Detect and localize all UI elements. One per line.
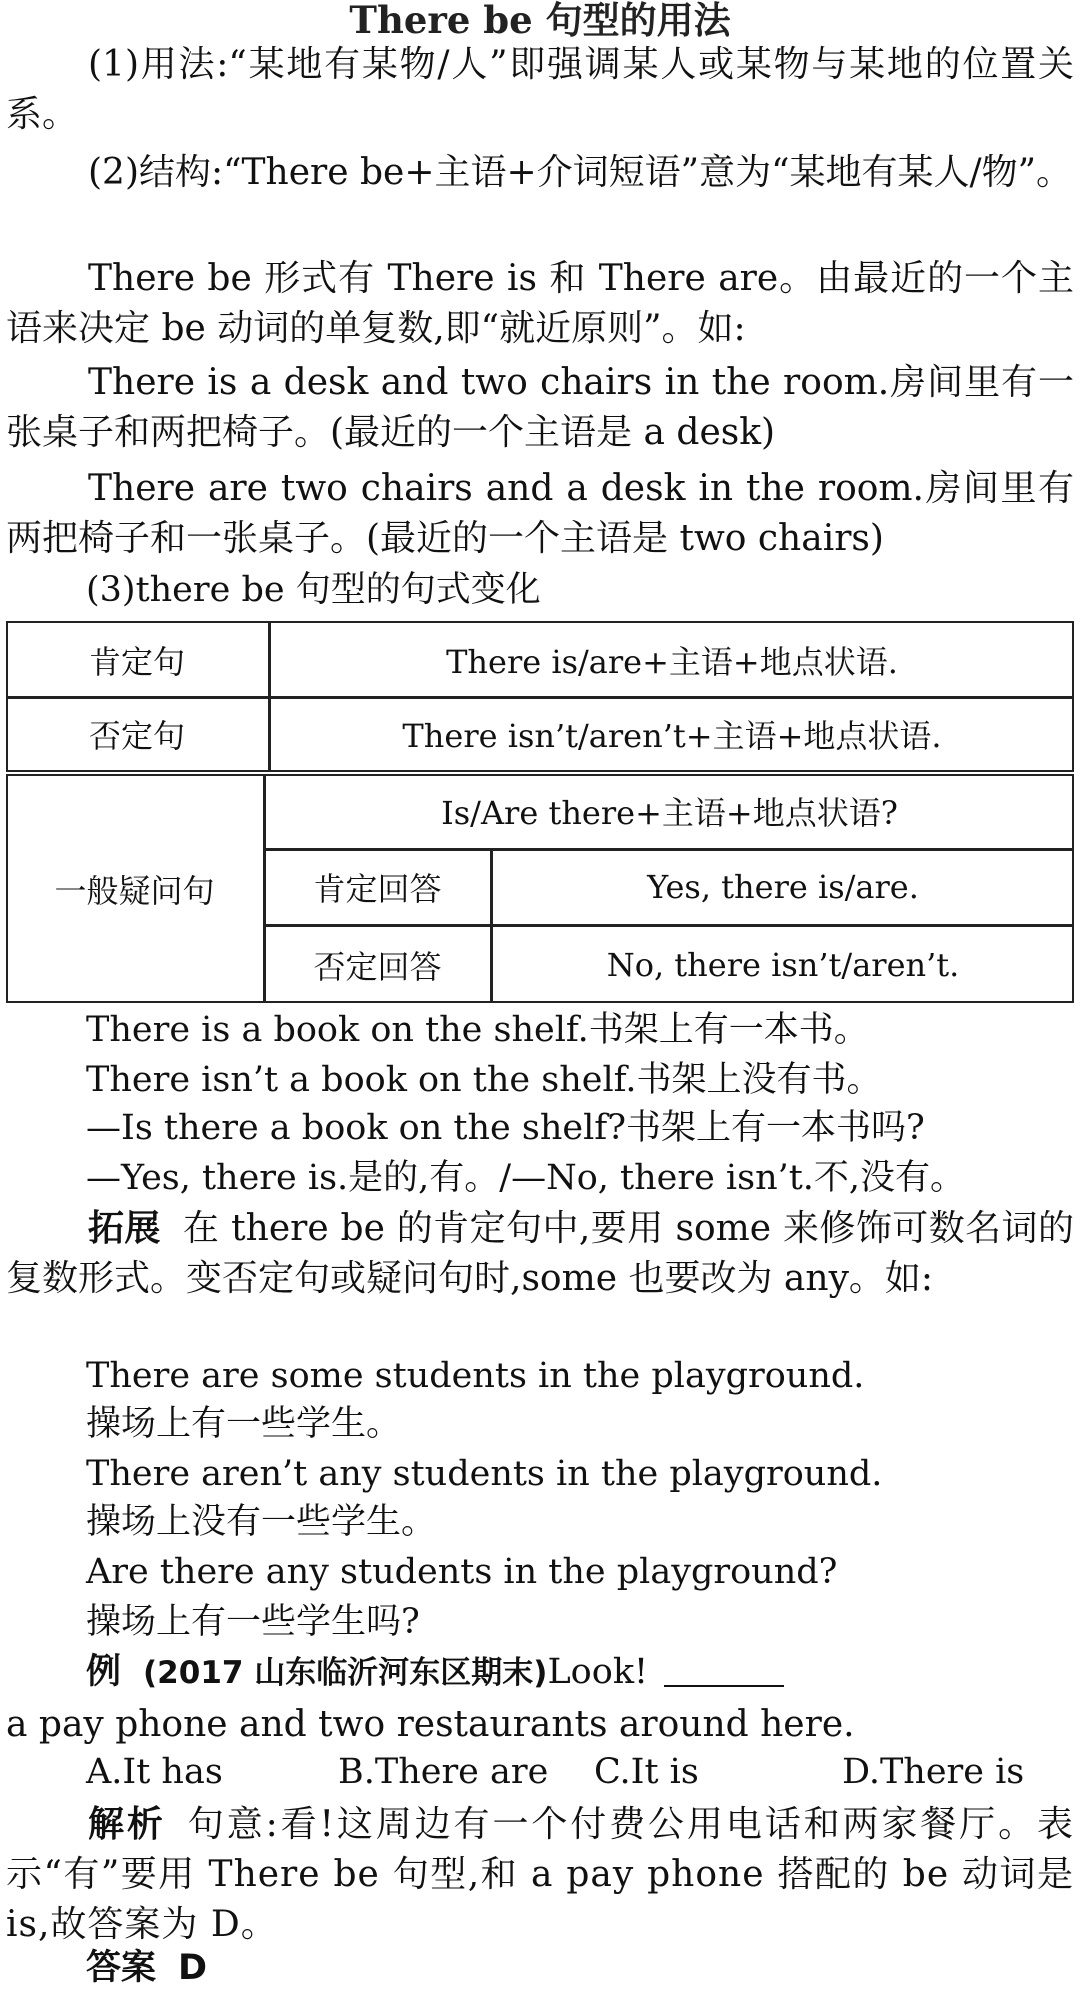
option-b: B.There are (338, 1752, 549, 1792)
analysis-label: 解析 (88, 1804, 166, 1845)
shelf-example-4: —Yes, there is.是的,有。/—No, there isn’t.不,没有。 (86, 1158, 966, 1198)
table-cell-no-form: No, there isn’t/aren’t. (606, 945, 960, 984)
exercise-options (86, 1752, 1066, 1802)
rule-paragraph: There be 形式有 There is 和 There are。由最近的一个主语来决定 be 动词的单复数,即“就近原则”。如: (6, 258, 1074, 349)
extension-example-5: Are there any students in the playground? (86, 1552, 838, 1592)
structure-paragraph: (2)结构:“There be+主语+介词短语”意为“某地有某人/物”。 (88, 152, 1073, 193)
extension-paragraph (6, 1204, 1074, 1304)
example-paragraph-1: There is a desk and two chairs in the room.房间里有一张桌子和两把椅子。(最近的一个主语是 a desk) (6, 362, 1074, 453)
sentence-variation-table (6, 621, 1074, 1003)
option-d: D.There is (842, 1752, 1025, 1792)
option-c: C.It is (594, 1752, 699, 1792)
exercise-continuation: a pay phone and two restaurants around here. (6, 1704, 855, 1745)
analysis-text: 句意:看!这周边有一个付费公用电话和两家餐厅。表示“有”要用 There be 句型,和 a pay phone 搭配的 be 动词是 is,故答案为 D。 (6, 1804, 1074, 1945)
table-cell-affirmative-label: 肯定句 (88, 643, 185, 681)
table-cell-affirmative-form: There is/are+主语+地点状语. (446, 643, 898, 681)
table-cell-negative-label: 否定句 (88, 717, 185, 755)
table-cell-no-label: 否定回答 (313, 947, 442, 986)
shelf-example-3: —Is there a book on the shelf?书架上有一本书吗? (86, 1108, 925, 1148)
table-cell-yes-form: Yes, there is/are. (647, 868, 919, 906)
answer-blank (664, 1655, 784, 1687)
option-a: A.It has (86, 1752, 223, 1792)
extension-example-6: 操场上有一些学生吗? (86, 1602, 420, 1642)
extension-example-2: 操场上有一些学生。 (86, 1404, 402, 1444)
usage-paragraph: (1)用法:“某地有某物/人”即强调某人或某物与某地的位置关系。 (6, 44, 1074, 135)
answer-line (86, 1944, 207, 1992)
page-title: There be 句型的用法 (349, 0, 731, 42)
analysis-paragraph (6, 1800, 1074, 1950)
table-cell-negative-form: There isn’t/aren’t+主语+地点状语. (402, 717, 942, 755)
table-cell-question-label: 一般疑问句 (54, 871, 215, 910)
answer-value: D (178, 1948, 208, 1988)
exercise-label: 例 (86, 1652, 122, 1692)
exercise-source: (2017 山东临沂河东区期末) (143, 1655, 548, 1691)
exercise-stem-text: Look! (547, 1652, 649, 1692)
extension-label: 拓展 (88, 1208, 161, 1249)
shelf-example-1: There is a book on the shelf.书架上有一本书。 (86, 1010, 869, 1050)
extension-example-3: There aren’t any students in the playground. (86, 1454, 883, 1494)
shelf-example-2: There isn’t a book on the shelf.书架上没有书。 (86, 1060, 882, 1100)
variation-heading: (3)there be 句型的句式变化 (86, 570, 541, 610)
example-paragraph-2: There are two chairs and a desk in the room.房间里有两把椅子和一张桌子。(最近的一个主语是 two chairs) (6, 468, 1074, 559)
extension-example-4: 操场上没有一些学生。 (86, 1502, 437, 1542)
answer-label: 答案 (86, 1948, 157, 1988)
exercise-stem (86, 1648, 784, 1697)
table-cell-yes-label: 肯定回答 (313, 870, 442, 908)
table-cell-question-form: Is/Are there+主语+地点状语? (441, 794, 898, 832)
extension-text: 在 there be 的肯定句中,要用 some 来修饰可数名词的复数形式。变否定句或疑问句时,some 也要改为 any。如: (6, 1208, 1074, 1299)
extension-example-1: There are some students in the playground. (86, 1356, 865, 1396)
